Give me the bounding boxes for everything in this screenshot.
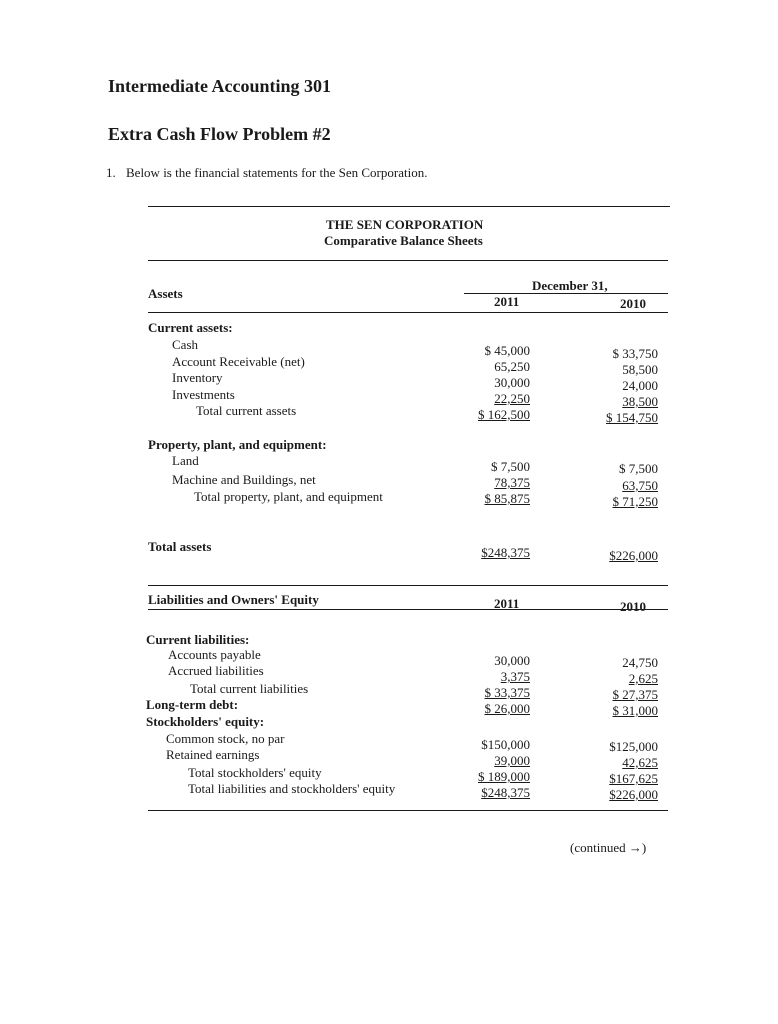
date-header: December 31, [532, 278, 608, 293]
problem-title: Extra Cash Flow Problem #2 [108, 124, 331, 144]
bottom-rule [148, 810, 668, 811]
assets-heading: Assets [148, 286, 183, 301]
ppe-label-machine: Machine and Buildings, net [172, 472, 316, 487]
grand-total-2010: $226,000 [609, 787, 658, 802]
asset-total-2010: $ 154,750 [606, 410, 658, 425]
liab-value-2011: 3,375 [500, 669, 530, 684]
total-assets-2011: $248,375 [481, 545, 530, 560]
liabilities-header-rule [148, 609, 668, 610]
year-2010-header: 2010 [620, 296, 646, 311]
company-name: THE SEN CORPORATION [326, 217, 484, 232]
long-term-debt-2011: $ 26,000 [484, 701, 530, 716]
continued-note: (continued →) [570, 840, 647, 855]
asset-value-2011: $ 45,000 [484, 343, 530, 358]
liab-label-total-current: Total current liabilities [190, 681, 309, 696]
asset-value-2010: 24,000 [622, 378, 658, 393]
asset-total-2011: $ 162,500 [478, 407, 530, 422]
asset-value-2011: 30,000 [494, 375, 530, 390]
statement-subtitle: Comparative Balance Sheets [324, 233, 483, 248]
total-assets-2010: $226,000 [609, 548, 658, 563]
asset-label-inventory: Inventory [172, 370, 223, 385]
ppe-total-2010: $ 71,250 [612, 494, 658, 509]
ppe-label-total: Total property, plant, and equipment [194, 489, 383, 504]
top-rule [148, 206, 670, 207]
liab-value-2010: 24,750 [622, 655, 658, 670]
se-total-2011: $ 189,000 [478, 769, 530, 784]
se-label-total-equity: Total stockholders' equity [188, 765, 322, 780]
current-liabilities-heading: Current liabilities: [146, 632, 250, 647]
se-label-retained-earnings: Retained earnings [166, 747, 260, 762]
total-assets-label: Total assets [148, 539, 212, 554]
course-title: Intermediate Accounting 301 [108, 76, 331, 96]
grand-total-2011: $248,375 [481, 785, 530, 800]
liab-total-2010: $ 27,375 [612, 687, 658, 702]
asset-label-investments: Investments [172, 387, 235, 402]
long-term-debt-2010: $ 31,000 [612, 703, 658, 718]
se-total-2010: $167,625 [609, 771, 658, 786]
liab-value-2010: 2,625 [628, 671, 658, 686]
se-label-total-liab-equity: Total liabilities and stockholders' equity [188, 781, 396, 796]
asset-value-2010: 58,500 [622, 362, 658, 377]
asset-value-2011: 65,250 [494, 359, 530, 374]
asset-value-2010: $ 33,750 [612, 346, 658, 361]
se-value-2011: 39,000 [494, 753, 530, 768]
se-value-2010: 42,625 [622, 755, 658, 770]
ppe-value-2010: $ 7,500 [619, 461, 658, 476]
asset-value-2010: 38,500 [622, 394, 658, 409]
question-number: 1. [106, 165, 116, 180]
liab-year-2011-header: 2011 [494, 596, 520, 611]
ppe-total-2011: $ 85,875 [484, 491, 530, 506]
liabilities-heading: Liabilities and Owners' Equity [148, 592, 319, 607]
long-term-debt-label: Long-term debt: [146, 697, 239, 712]
liab-value-2011: 30,000 [494, 653, 530, 668]
liab-label-accrued: Accrued liabilities [168, 663, 264, 678]
se-value-2010: $125,000 [609, 739, 658, 754]
current-assets-heading: Current assets: [148, 320, 233, 335]
asset-label-total-current: Total current assets [196, 403, 297, 418]
assets-header-rule [148, 312, 668, 313]
liabilities-top-rule [148, 585, 668, 586]
asset-value-2011: 22,250 [494, 391, 530, 406]
liab-year-2010-header: 2010 [620, 599, 646, 614]
asset-label-receivable: Account Receivable (net) [172, 354, 305, 369]
liab-total-2011: $ 33,375 [484, 685, 530, 700]
liab-label-accounts-payable: Accounts payable [168, 647, 261, 662]
ppe-value-2011: 78,375 [494, 475, 530, 490]
ppe-heading: Property, plant, and equipment: [148, 437, 327, 452]
ppe-value-2011: $ 7,500 [491, 459, 530, 474]
question-text: Below is the financial statements for the Sen Corporation. [126, 165, 428, 180]
se-label-common-stock: Common stock, no par [166, 731, 285, 746]
year-2011-header: 2011 [494, 294, 520, 309]
asset-label-cash: Cash [172, 337, 198, 352]
ppe-value-2010: 63,750 [622, 478, 658, 493]
se-value-2011: $150,000 [481, 737, 530, 752]
stockholders-equity-heading: Stockholders' equity: [146, 714, 265, 729]
ppe-label-land: Land [172, 453, 199, 468]
title-rule [148, 260, 668, 261]
